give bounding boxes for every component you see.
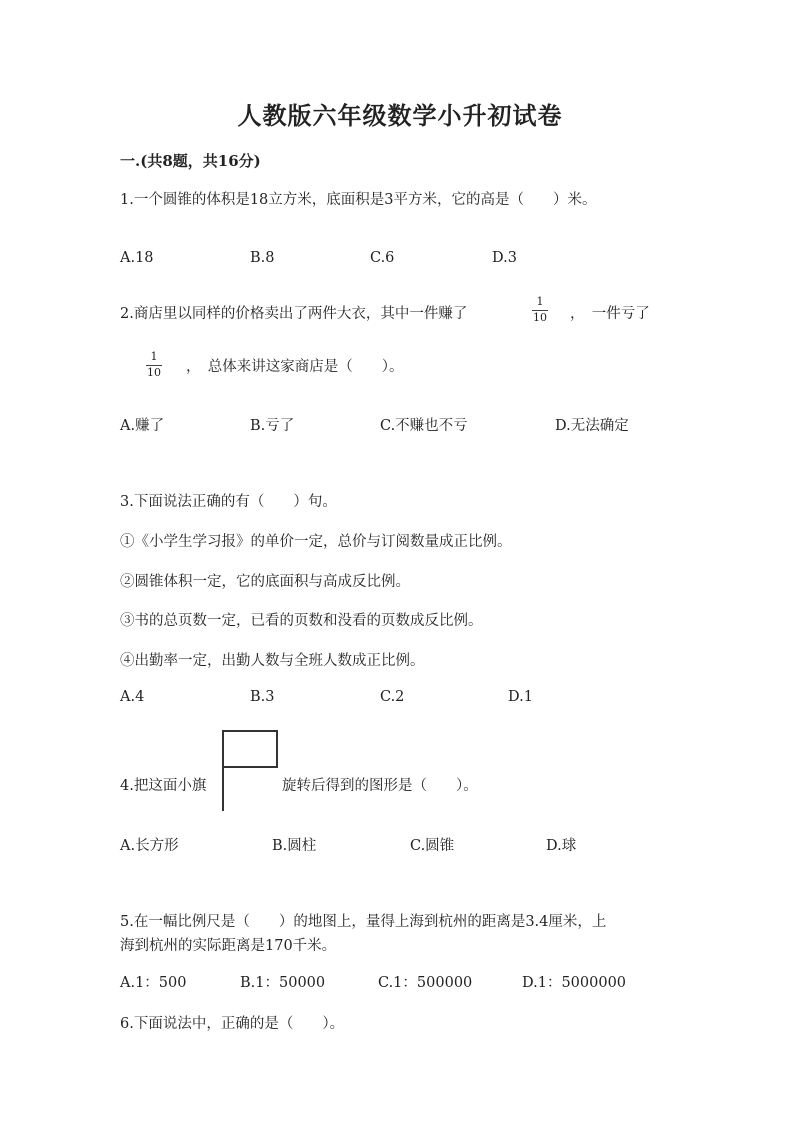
fraction-one-tenth-2: [146, 351, 162, 379]
q3-statement-4: ④出勤率一定，出勤人数与全班人数成正比例。: [120, 653, 425, 669]
q5-option-c[interactable]: C.1：500000: [378, 975, 473, 991]
q4-option-b[interactable]: B.圆柱: [272, 838, 317, 854]
question-4-text-b: 旋转后得到的图形是（ ）。: [282, 778, 478, 794]
q2-option-b[interactable]: B.亏了: [250, 418, 295, 434]
q3-option-c[interactable]: C.2: [380, 689, 405, 705]
question-2-text-a: 2.商店里以同样的价格卖出了两件大衣，其中一件赚了: [120, 306, 468, 322]
q3-option-d[interactable]: D.1: [508, 689, 533, 705]
q4-option-d[interactable]: D.球: [546, 838, 577, 854]
q3-option-b[interactable]: B.3: [250, 689, 275, 705]
question-4-text-a: 4.把这面小旗: [120, 778, 207, 794]
q1-option-a[interactable]: A.18: [120, 250, 154, 266]
question-1-text: 1.一个圆锥的体积是18立方米，底面积是3平方米，它的高是（ ）米。: [120, 192, 597, 208]
fraction-denominator: 10: [147, 365, 161, 379]
fraction-numerator: 1: [536, 295, 544, 308]
question-2-text-b: ， 一件亏了: [570, 306, 650, 322]
q2-option-d[interactable]: D.无法确定: [555, 418, 629, 434]
question-6-text: 6.下面说法中，正确的是（ ）。: [120, 1016, 345, 1032]
q4-option-c[interactable]: C.圆锥: [410, 838, 455, 854]
q3-statement-1: ①《小学生学习报》的单价一定，总价与订阅数量成正比例。: [120, 534, 512, 550]
q5-option-d[interactable]: D.1：5000000: [522, 975, 627, 991]
question-5-line-2: 海到杭州的实际距离是170千米。: [120, 938, 337, 954]
fraction-numerator: 1: [150, 350, 158, 363]
q1-option-b[interactable]: B.8: [250, 250, 275, 266]
section-header: 一.(共8题，共16分): [120, 152, 261, 170]
question-3-text: 3.下面说法正确的有（ ）句。: [120, 494, 337, 510]
q1-option-d[interactable]: D.3: [492, 250, 517, 266]
fraction-one-tenth-1: [532, 296, 548, 324]
q5-option-a[interactable]: A.1：500: [120, 975, 187, 991]
q2-option-a[interactable]: A.赚了: [120, 418, 165, 434]
q1-option-c[interactable]: C.6: [370, 250, 395, 266]
question-5-line-1: 5.在一幅比例尺是（ ）的地图上，量得上海到杭州的距离是3.4厘米，上: [120, 914, 607, 930]
q3-statement-3: ③书的总页数一定，已看的页数和没看的页数成反比例。: [120, 613, 483, 629]
q2-option-c[interactable]: C.不赚也不亏: [380, 418, 468, 434]
fraction-denominator: 10: [533, 310, 547, 324]
page-title: 人教版六年级数学小升初试卷: [237, 101, 563, 130]
q5-option-b[interactable]: B.1：50000: [240, 975, 326, 991]
question-2-text-c: ， 总体来讲这家商店是（ ）。: [186, 359, 404, 375]
q4-option-a[interactable]: A.长方形: [120, 838, 179, 854]
q3-option-a[interactable]: A.4: [120, 689, 145, 705]
q3-statement-2: ②圆锥体积一定，它的底面积与高成反比例。: [120, 574, 410, 590]
flag-figure: [218, 729, 282, 813]
